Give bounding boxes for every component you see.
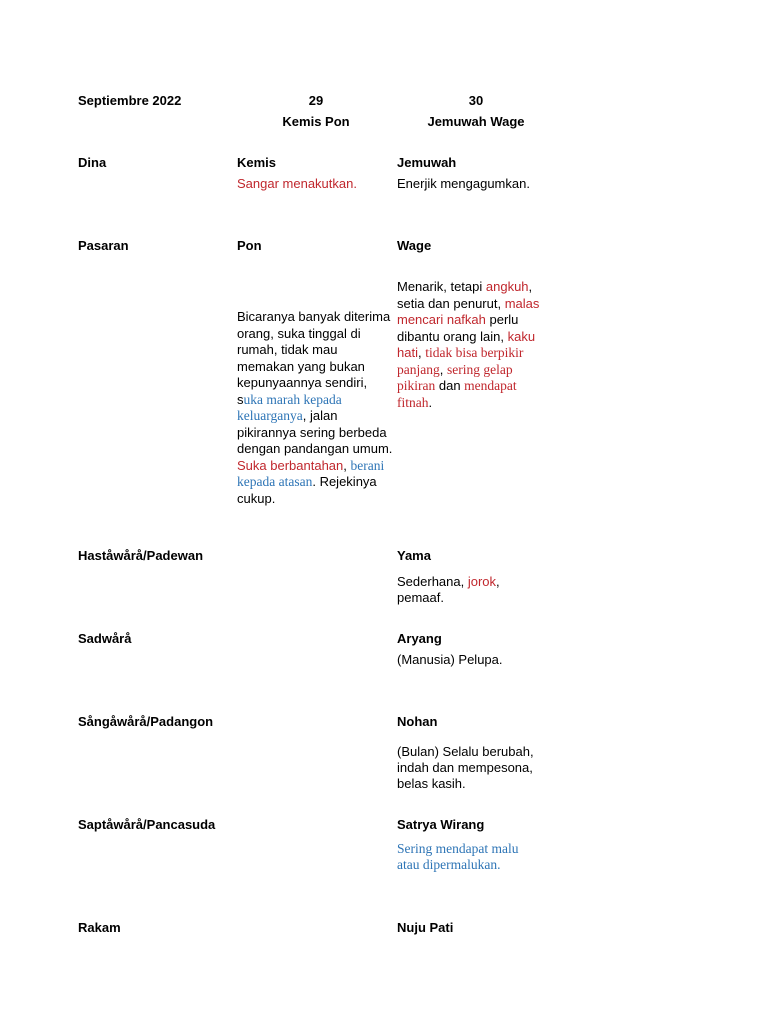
pasaran-col2-value: Wage	[397, 238, 432, 253]
pasaran-col2-text-3: , setia dan penurut,	[397, 279, 533, 311]
pasaran-col2-text-7: ,	[417, 345, 426, 360]
pasaran-col2-text-8: tidak bisa berpikir panjang	[397, 345, 524, 377]
day2-name: Jemuwah Wage	[427, 114, 525, 129]
pasaran-col2-text-9: ,	[439, 361, 447, 377]
dina-col1-value: Kemis	[237, 155, 277, 170]
sadwara-col2-desc: (Manusia) Pelupa.	[397, 652, 503, 667]
pasaran-col1-text-3: , jalan pikirannya sering berbeda dengan pandangan umum.	[237, 408, 393, 456]
pasaran-col2-text-2: angkuh	[485, 279, 529, 294]
day2-number: 30	[468, 93, 484, 108]
sangawara-col2-value: Nohan	[397, 714, 438, 729]
pasaran-col2-text-10: sering gelap pikiran	[397, 361, 513, 393]
saptawara-col2-desc: Sering mendapat malu atau dipermalukan.	[397, 841, 519, 872]
day1-name: Kemis Pon	[282, 114, 350, 129]
day1-number: 29	[308, 93, 324, 108]
hastawara-text-3: , pemaaf.	[397, 574, 500, 605]
dina-col2-value: Jemuwah	[397, 155, 457, 170]
pasaran-col1-text-6: berani kepada atasan	[237, 457, 385, 489]
pasaran-col2-text-6: kaku hati	[397, 328, 536, 360]
saptawara-col2-value: Satrya Wirang	[397, 817, 485, 832]
sadwara-col2-value: Aryang	[397, 631, 442, 646]
dina-col2-desc: Enerjik mengagumkan.	[397, 176, 530, 191]
hastawara-text-2: jorok	[467, 574, 497, 589]
pasaran-col2-text-5: perlu dibantu orang lain,	[397, 312, 519, 344]
row-label-rakam: Rakam	[78, 920, 121, 935]
pasaran-col2-text-12: mendapat fitnah	[397, 378, 517, 410]
month-label: Septiembre 2022	[78, 93, 182, 108]
row-label-saptawara: Saptåwårå/Pancasuda	[78, 817, 216, 832]
pasaran-col1-value: Pon	[237, 238, 262, 253]
row-label-dina: Dina	[78, 155, 107, 170]
row-label-sangawara: Sångåwårå/Padangon	[78, 714, 214, 729]
hastawara-text-1: Sederhana,	[397, 574, 468, 589]
pasaran-col2-text-11: dan	[435, 378, 465, 393]
pasaran-col1-text-7: . Rejekinya cukup.	[237, 474, 377, 506]
pasaran-col2-text-4: malas mencari nafkah	[397, 295, 540, 327]
pasaran-col2-text-13: .	[428, 394, 433, 410]
dina-col1-desc: Sangar menakutkan.	[237, 176, 357, 191]
pasaran-col1-text-4: Suka berbantahan	[237, 457, 344, 473]
pasaran-col1-text-2: uka marah kepada keluarganya	[237, 391, 342, 423]
hastawara-col2-value: Yama	[397, 548, 431, 563]
pasaran-col2-desc	[397, 279, 553, 411]
row-label-hastawara: Haståwårå/Padewan	[78, 548, 204, 563]
sangawara-col2-desc: (Bulan) Selalu berubah, indah dan mempesona, belas kasih.	[397, 744, 534, 791]
rakam-col2-value: Nuju Pati	[397, 920, 454, 935]
hastawara-col2-desc	[397, 574, 547, 606]
pasaran-col1-text-5: ,	[343, 457, 351, 473]
row-label-pasaran: Pasaran	[78, 238, 129, 253]
row-label-sadwara: Sadwårå	[78, 631, 132, 646]
pasaran-col1-desc	[237, 309, 393, 507]
pasaran-col2-text-1: Menarik, tetapi	[397, 279, 486, 294]
pasaran-col1-text-1: Bicaranya banyak diterima orang, suka tinggal di rumah, tidak mau memakan yang bukan kepunyaannya sendiri, s	[237, 309, 391, 407]
